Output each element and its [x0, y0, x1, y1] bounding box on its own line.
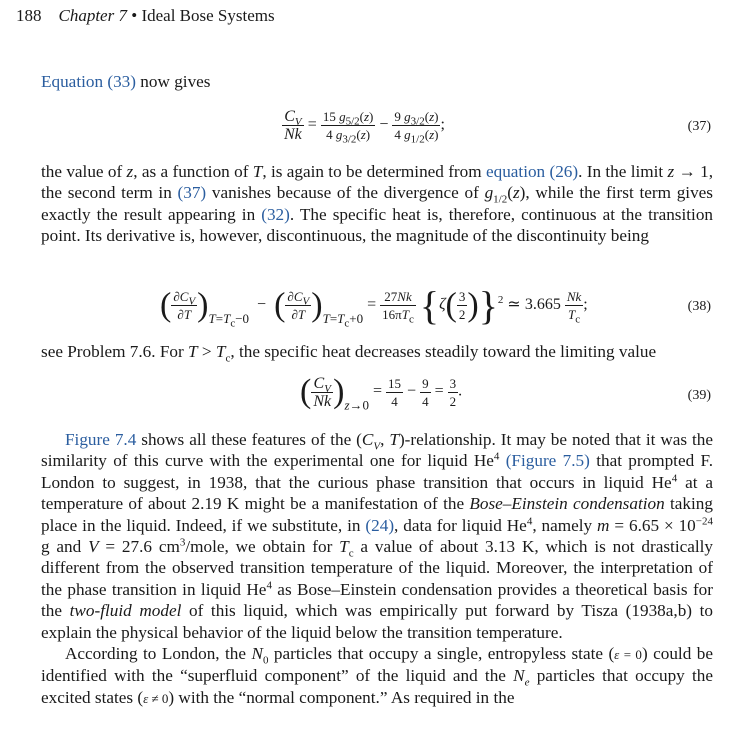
intro-line: [41, 71, 713, 92]
bullet: •: [131, 6, 138, 25]
emphasis-bose-einstein: Bose–Einstein condensation: [469, 494, 665, 514]
link-figure-7-5[interactable]: (Figure 7.5): [505, 451, 590, 471]
section-title: Ideal Bose Systems: [141, 6, 275, 25]
equation-number-37: (37): [687, 119, 711, 134]
link-equation-32[interactable]: (32): [261, 204, 290, 224]
link-figure-7-4[interactable]: Figure 7.4: [65, 430, 137, 449]
paragraph-1: the value of z, as a function of T, is again to be determined from equation (26). In the limit z → 1, the second term in (37) vanishes because of the divergence of $g_{1/2}(z)$, while the first term gives exactly the result appearing in (32). The specific heat is, therefore, continuous at the transition point. Its derivative is, however, discontinuous, the magnitude of the discontinuity being: [41, 162, 714, 246]
page-number: 188: [16, 6, 42, 25]
paragraph-3: Figure 7.4 shows all these features of the ($C_V$, T)-relationship. It may be noted that it was the similarity of this curve with the experimental one for liquid He$^4$ (Figure 7.5) that prompted F. London to suggest, in 1938, that the curious phase transition that occurs in liquid He$^4$ at a temperature of about 2.19 K might be a manifestation of the Bose–Einstein condensation taking place in the liquid. Indeed, if we substitute, in (24), data for liquid He$^4$, namely $m = 6.65 \times 10^{-24}$ g and V = 27.6 $cm^3$/mole, we obtain for $T_c$ a value of about 3.13 K, which is not drastically different from the observed transition temperature of the liquid. Moreover, the interpretation of the phase transition in liquid He$^4$ as Bose–Einstein condensation provides a theoretical basis for the two-fluid model of this liquid, which was empirically put forward by Tisza (1938a,b) to explain the physical behavior of the liquid below the transition temperature. According to London, the $N_0$ particles that occupy a single, entropyless state (ε = 0) could be identified with the “superfluid component” of the liquid and the $N_e$ particles that occupy the excited states (ε ≠ 0) with the “normal component.” As required in the: [41, 430, 714, 707]
intro-text: now gives: [136, 72, 211, 91]
equation-38: ( $\frac{\partial C_V}{\partial T}$ )$_{T=T_c-0}$ − ( $\frac{\partial C_V}{\partial T}$ )$_{T=T_c+0}$ = $\frac{27Nk}{16\pi T_c}$ {ζ( $\frac{3}{2}$ )}$^2$ ≃ 3.665 $\frac{Nk}{T_c}$ ;: [160, 283, 588, 330]
link-equation-37[interactable]: (37): [177, 183, 207, 203]
equation-37: $\frac{C_V}{Nk}$ = $\frac{15 g_{5/2}(z)}{4 g_{3/2}(z)}$ − $\frac{9 g_{3/2}(z)}{4 g_{1/2}(z)}$ ;: [284, 108, 445, 146]
link-equation-26[interactable]: equation (26): [485, 162, 579, 181]
chapter-label: Chapter 7: [58, 6, 127, 25]
emphasis-two-fluid: two-fluid model: [69, 601, 182, 621]
link-equation-33[interactable]: Equation (33): [41, 72, 136, 91]
equation-number-38: (38): [687, 299, 711, 314]
eq38-coefficient: ≃ 3.665: [507, 296, 561, 314]
equation-39: ( $\frac{C_V}{Nk}$ )$_{z\to 0}$ = $\frac{15}{4}$ − $\frac{9}{4}$ = $\frac{3}{2}$ .: [300, 373, 463, 413]
equation-number-39: (39): [687, 388, 711, 403]
link-equation-24[interactable]: (24): [365, 515, 395, 535]
paragraph-2: see Problem 7.6. For $T > T_c$, the specific heat decreases steadily toward the limiting value: [41, 342, 657, 365]
running-header: [16, 6, 275, 26]
